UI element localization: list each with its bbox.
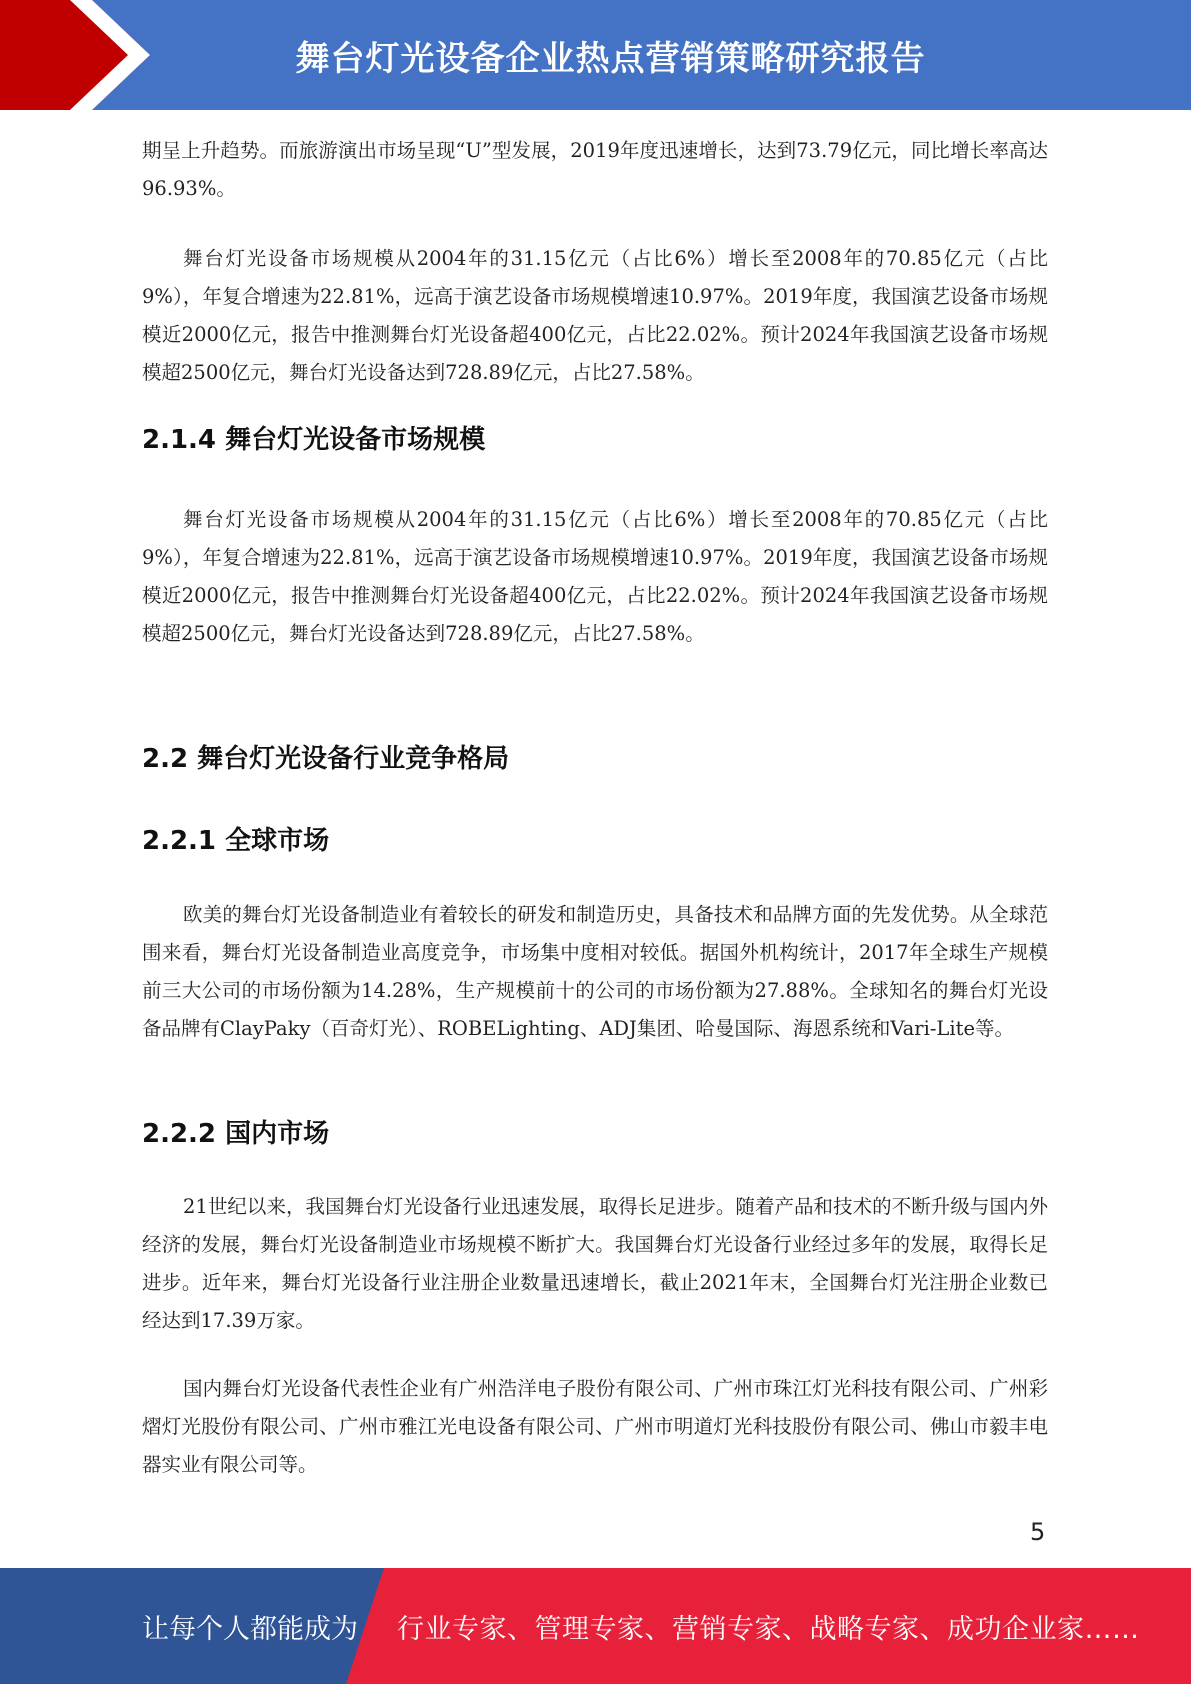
global-market-paragraph-block: [142, 896, 1048, 1048]
market-size-paragraph-block-2: [142, 501, 1048, 653]
red-chevron-decoration: [0, 0, 160, 110]
market-size-paragraph-block-1: [142, 240, 1048, 392]
report-title: 舞台灯光设备企业热点营销策略研究报告: [295, 38, 926, 79]
global-market-paragraph: 欧美的舞台灯光设备制造业有着较长的研发和制造历史，具备技术和品牌方面的先发优势。从全球范围来看，舞台灯光设备制造业高度竞争，市场集中度相对较低。据国外机构统计，2017年全球生产规模前三大公司的市场份额为14.28%，生产规模前十的公司的市场份额为27.88%。全球知名的舞台灯光设备品牌有ClayPaky（百奇灯光）、ROBELighting、ADJ集团、哈曼国际、海恩系统和Vari-Lite等。: [142, 903, 1048, 1040]
page-number: 5: [1030, 1518, 1046, 1546]
market-size-paragraph-1: 舞台灯光设备市场规模从2004年的31.15亿元（占比6%）增长至2008年的70.85亿元（占比9%），年复合增速为22.81%，远高于演艺设备市场规模增速10.97%。2019年度，我国演艺设备市场规模近2000亿元，报告中推测舞台灯光设备超400亿元，占比22.02%。预计2024年我国演艺设备市场规模超2500亿元，舞台灯光设备达到728.89亿元，占比27.58%。: [142, 247, 1048, 384]
report-header: [0, 0, 1191, 110]
heading-2-2-1: 2.2.1 全球市场: [142, 826, 330, 856]
domestic-market-paragraph-1: 21世纪以来，我国舞台灯光设备行业迅速发展，取得长足进步。随着产品和技术的不断升级与国内外经济的发展，舞台灯光设备制造业市场规模不断扩大。我国舞台灯光设备行业经过多年的发展，取得长足进步。近年来，舞台灯光设备行业注册企业数量迅速增长，截止2021年末，全国舞台灯光注册企业数已经达到17.39万家。: [142, 1195, 1048, 1332]
report-footer: [0, 1568, 1191, 1684]
market-size-paragraph-2: 舞台灯光设备市场规模从2004年的31.15亿元（占比6%）增长至2008年的70.85亿元（占比9%），年复合增速为22.81%，远高于演艺设备市场规模增速10.97%。2019年度，我国演艺设备市场规模近2000亿元，报告中推测舞台灯光设备超400亿元，占比22.02%。预计2024年我国演艺设备市场规模超2500亿元，舞台灯光设备达到728.89亿元，占比27.58%。: [142, 508, 1048, 645]
domestic-market-paragraph-block-2: [142, 1370, 1048, 1484]
heading-2-2: 2.2 舞台灯光设备行业竞争格局: [142, 744, 510, 774]
heading-2-2-2: 2.2.2 国内市场: [142, 1119, 330, 1149]
heading-2-1-4: 2.1.4 舞台灯光设备市场规模: [142, 425, 486, 455]
domestic-market-paragraph-block-1: [142, 1188, 1048, 1340]
intro-continuation-paragraph: 期呈上升趋势。而旅游演出市场呈现“U”型发展，2019年度迅速增长，达到73.79亿元，同比增长率高达96.93%。: [142, 139, 1048, 200]
domestic-market-paragraph-2: 国内舞台灯光设备代表性企业有广州浩洋电子股份有限公司、广州市珠江灯光科技有限公司、广州彩熠灯光股份有限公司、广州市雅江光电设备有限公司、广州市明道灯光科技股份有限公司、佛山市毅丰电器实业有限公司等。: [142, 1377, 1048, 1476]
footer-slogan-right: 行业专家、管理专家、营销专家、战略专家、成功企业家……: [397, 1613, 1140, 1645]
intro-paragraph-block: [142, 132, 1048, 208]
footer-slogan-left: 让每个人都能成为: [142, 1613, 358, 1645]
